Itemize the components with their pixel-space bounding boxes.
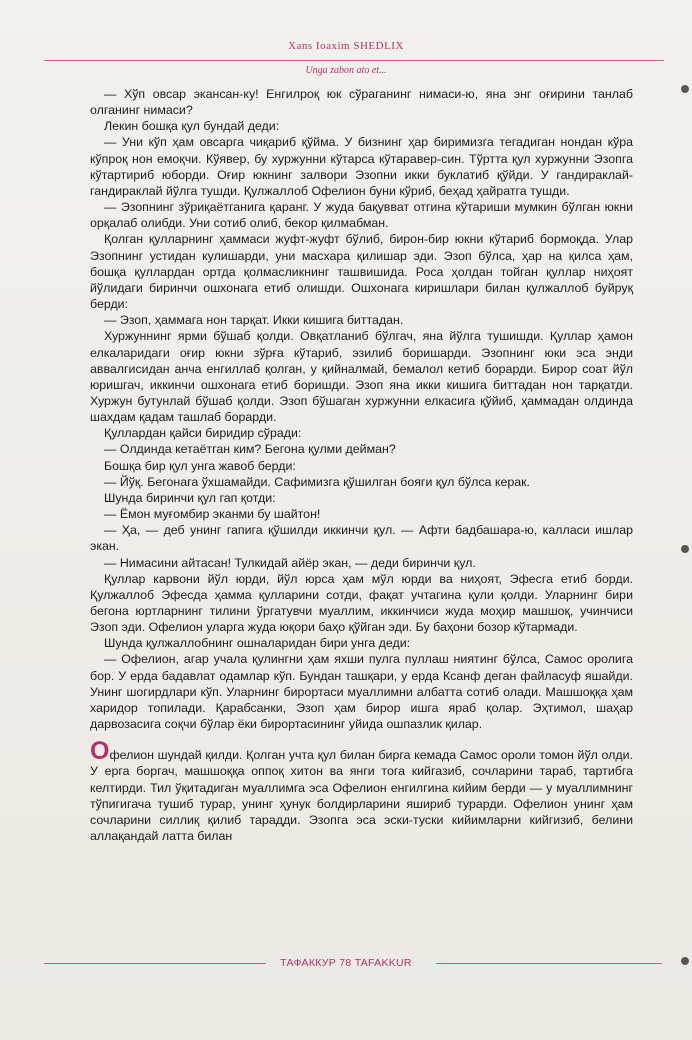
paragraph: — Эзоп, ҳаммага нон тарқат. Икки кишига биттадан. (104, 313, 404, 328)
paragraph: — Хўп овсар экансан-ку! Енгилроқ юк сўраганинг нимаси-ю, яна энг оғирини танлаб олганинг нимаси? (90, 87, 633, 118)
paragraph: Қуллар карвони йўл юрди, йўл юрса ҳам мўл юрди ва ниҳоят, Эфесга етиб борди. Қулжаллоб Эфесда ҳамма қулларини сотди, фақат учтагина қули қолди. Уларнинг бири бегона юртларнинг тилини ўргатувчи муаллим, иккинчиси жуда моҳир машшоқ, учинчиси Эзоп эди. Офелион уларга жуда юқори баҳо қўйган эди. Бу баҳони бозор кўтармади. (90, 571, 633, 635)
binding-hole-icon (681, 85, 689, 93)
binding-hole-icon (681, 545, 689, 553)
header-divider (44, 60, 664, 61)
paragraph: — Ёмон муғомбир эканми бу шайтон! (104, 507, 321, 522)
drop-cap: О (90, 737, 110, 766)
section-opening-paragraph (90, 737, 633, 844)
paragraph: — Нимасини айтасан! Тулкидай айёр экан, — деди биринчи қул. (104, 555, 476, 570)
paragraph: Хуржуннинг ярми бўшаб қолди. Овқатланиб бўлгач, яна йўлга тушишди. Қуллар ҳамон елкаларидаги оғир юкни зўрға кўтариб, эзилиб боришарди. Эзопнинг юки эса энди аввалгисидан анча енгиллаб қолган, у қийналмай, бемалол кетиб борарди. Бирор соат йўл юришгач, иккинчи ошхонага етиб боришди. Эзоп яна икки кишига биттадан нон тарқатди. Хуржун бутунлай бўшаб қолди. Эзоп бўшаган хуржунни елкасига қўйиб, ҳаммадан олдинда шахдам қадам ташлаб борарди. (90, 329, 633, 425)
paragraph: Шунда қулжаллобнинг ошналаридан бири унга деди: (104, 636, 411, 651)
paragraph: — Эзопнинг зўриқаётганига қаранг. У жуда бақувват отгина кўтариши мумкин бўлган юкни орқалаб олибди. Уни сотиб олиб, бекор қилмабман. (90, 200, 633, 231)
binding-hole-icon (681, 957, 689, 965)
paragraph: Қолган қулларнинг ҳаммаси жуфт-жуфт бўлиб, бирон-бир юкни кўтариб бормоқда. Улар Эзопнинг устидан кулишарди, уни масхара қилишар эди. Эзоп бўлса, ҳар на қилса ҳам, бошқа қуллардан ортда қолмасликнинг ташвишида. Роса ҳолдан тойган қуллар ниҳоят йўлидаги биринчи ошхонага етиб олишди. Ошхонага киришлари билан қулжаллоб буйруқ берди: (90, 232, 633, 312)
article-body (90, 86, 633, 844)
paragraph: — Офелион, агар учала қулингни ҳам яхши пулга пуллаш ниятинг бўлса, Самос оролига бор. У ерда бадавлат одамлар кўп. Бундан ташқари, у ерда Ксанф деган файласуф яшайди. Унинг шогирдлари кўп. Уларнинг бирортаси муаллимни албатта сотиб олади. Машшоққа ҳам харидор топилади. Қарабсанки, Эзоп ҳам бирор ишга яраб қолар. Эҳтимол, шаҳар дарвозасига соқчи бўлар ёки бирортасининг уйида ошпазлик қилар. (90, 652, 633, 732)
paragraph: — Олдинда кетаётган ким? Бегона қулми дейман? (104, 442, 396, 457)
paragraph: Лекин бошқа қул бундай деди: (104, 119, 280, 134)
footer-page-number: ТАФАККУР 78 TAFAKKUR (280, 957, 412, 969)
running-header-title: Unga zabon ato et... (305, 65, 387, 76)
paragraph-text: фелион шундай қилди. Қолган учта қул билан бирга кемада Самос ороли томон йўл олди. У ерга боргач, машшоққа оппоқ хитон ва янги тога кийгазиб, сочларини тараб, тартибга келтирди. Тил ўқитадиган муаллимга эса Офелион енгилгина кийим берди — у муаллимнинг тўпигигача тушиб турар, унинг ҳунук болдирларини яшириб турарди. Офелион унинг ҳам сочларини силлиқ қилиб тарадди. Эзопга эса эски-туски кийимларни кийгизиб, белини аллақандай латта билан (90, 748, 633, 844)
paragraph: — Ҳа, — деб унинг гапига қўшилди иккинчи қул. — Афти бадбашара-ю, калласи ишлар экан. (90, 523, 633, 554)
paragraph: — Йўқ. Бегонага ўхшамайди. Сафимизга қўшилган бояги қул бўлса керак. (104, 474, 530, 489)
paragraph: — Уни кўп ҳам овсарга чиқариб қўйма. У бизнинг ҳар биримизга тегадиган нондан кўра кўпроқ нон емоқчи. Кўявер, бу хуржунни кўтарса кўтаравер-син. Тўртта қул хуржунни Эзопга кўтартириб юборди. Оғир юкнинг залвори Эзопни икки буклатиб қўйди. У гандираклай-гандираклай йўлга тушди. Қулжаллоб Офелион буни кўриб, беҳад ҳайратга тушди. (90, 135, 633, 198)
paragraph: Шунда биринчи қул гап қотди: (104, 490, 276, 505)
running-header-author: Xans Ioaxim SHEDLIX (288, 40, 404, 52)
paragraph: Қуллардан қайси биридир сўради: (104, 426, 302, 441)
paragraph: Бошқа бир қул унга жавоб берди: (104, 458, 296, 473)
footer-divider-right (436, 963, 662, 964)
